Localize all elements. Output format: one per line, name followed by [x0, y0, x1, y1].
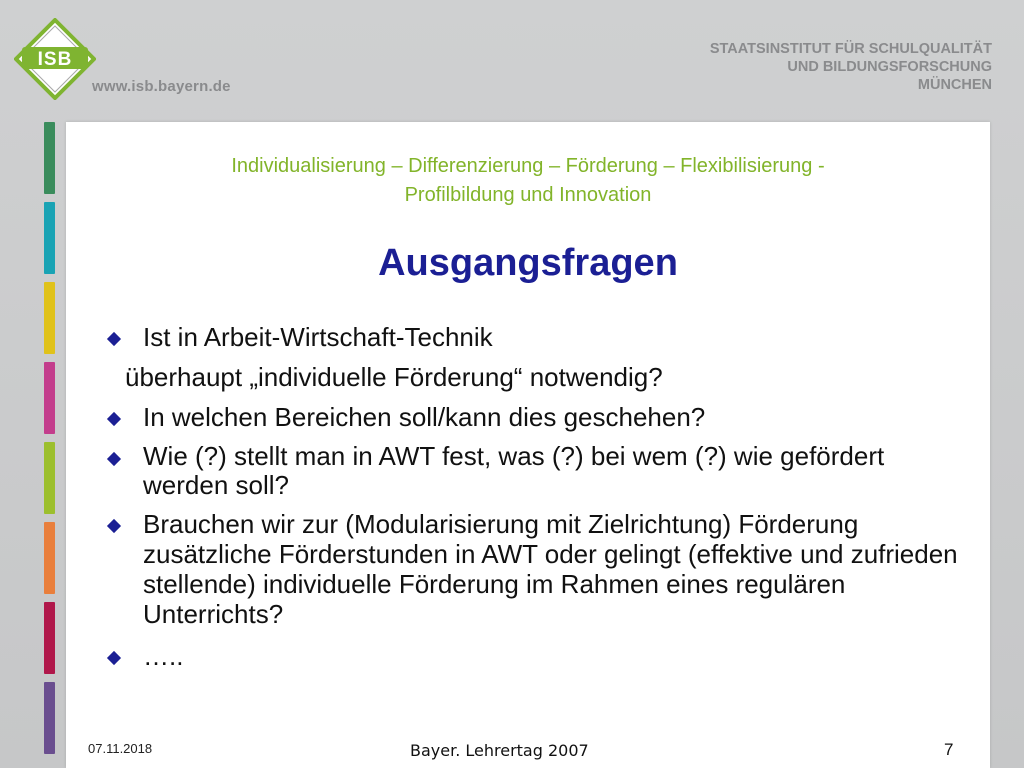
slide-card: [66, 122, 990, 768]
bullet-item: [106, 322, 966, 353]
bullet-list: [106, 322, 966, 672]
color-stripe: [44, 362, 55, 434]
footer-event: Bayer. Lehrertag 2007: [410, 741, 589, 760]
bullet-item: [106, 442, 966, 500]
bullet-item: [106, 509, 966, 629]
diamond-bullet-icon: [107, 452, 121, 466]
logo-text: ISB: [37, 49, 73, 70]
diamond-bullet-icon: [107, 519, 121, 533]
page-number: 7: [944, 740, 954, 759]
bullet-text: In welchen Bereichen soll/kann dies geschehen?: [143, 402, 706, 432]
diamond-bullet-icon: [107, 651, 121, 665]
diamond-bullet-icon: [107, 332, 121, 346]
bullet-continuation: [106, 362, 966, 393]
bullet-text: Ist in Arbeit-Wirtschaft-Technik: [143, 322, 493, 352]
color-stripe: [44, 522, 55, 594]
bullet-item: [106, 641, 966, 672]
bullet-item: [106, 402, 966, 433]
color-stripes: [44, 122, 56, 756]
color-stripe: [44, 442, 55, 514]
diamond-bullet-icon: [107, 412, 121, 426]
institute-line-2: UND BILDUNGSFORSCHUNG: [787, 59, 992, 75]
bullet-text: Brauchen wir zur (Modularisierung mit Zielrichtung) Förderung zusätzliche Förderstunden in AWT oder gelingt (effektive und zufrieden stellende) individuelle Förderung im Rahmen eines regulären Unterrichts?: [143, 509, 958, 629]
color-stripe: [44, 202, 55, 274]
color-stripe: [44, 682, 55, 754]
bullet-text: überhaupt „individuelle Förderung“ notwendig?: [125, 362, 663, 392]
bullet-text: Wie (?) stellt man in AWT fest, was (?) bei wem (?) wie gefördert werden soll?: [143, 441, 885, 500]
slide-subtitle: [66, 152, 990, 210]
color-stripe: [44, 282, 55, 354]
slide-title: Ausgangsfragen: [378, 242, 678, 284]
isb-logo: [14, 18, 96, 100]
footer-date: 07.11.2018: [88, 741, 153, 756]
subtitle-line-1: Individualisierung – Differenzierung – Förderung – Flexibilisierung -: [231, 155, 825, 177]
color-stripe: [44, 122, 55, 194]
site-url[interactable]: www.isb.bayern.de: [92, 78, 231, 95]
institute-line-3: MÜNCHEN: [917, 77, 992, 93]
institute-line-1: STAATSINSTITUT FÜR SCHULQUALITÄT: [709, 41, 992, 57]
subtitle-line-2: Profilbildung und Innovation: [404, 184, 652, 206]
institute-name: [710, 40, 992, 94]
color-stripe: [44, 602, 55, 674]
bullet-text: …..: [143, 641, 184, 671]
